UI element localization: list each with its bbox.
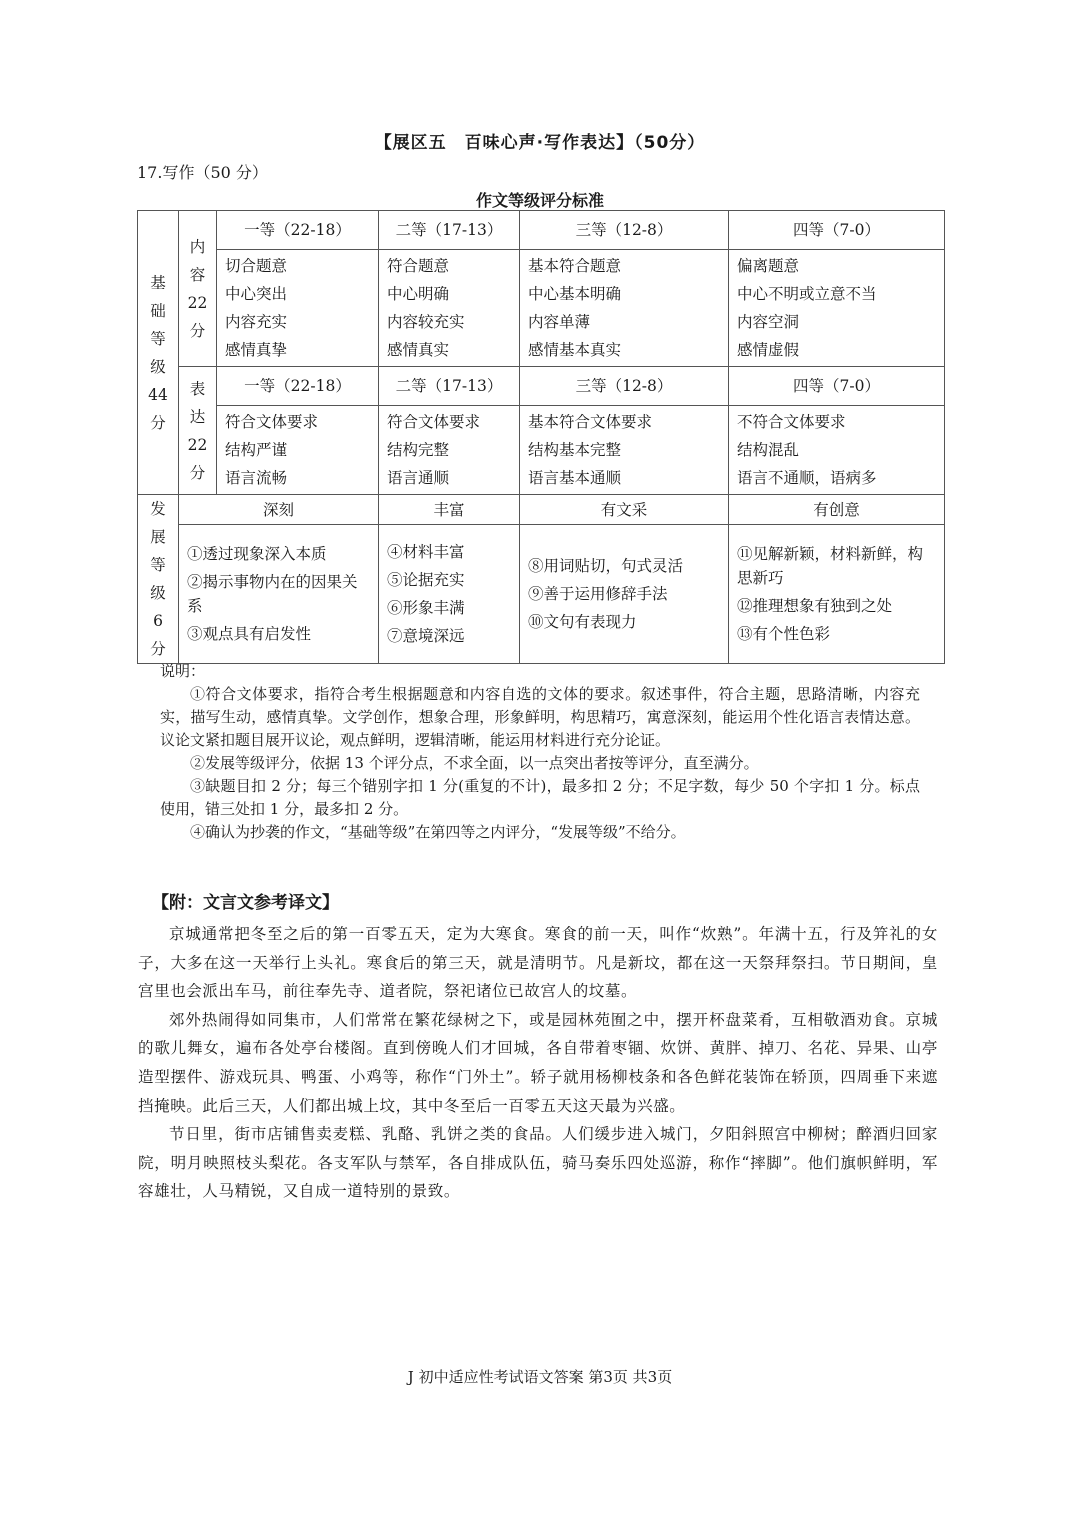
appendix-body [138,920,938,1206]
question-title: 17.写作（50 分） [137,163,268,182]
expression-cell: 不符合文体要求 结构混乱 语言不通顺，语病多 [729,406,945,495]
grade-header: 一等（22-18） [217,211,379,250]
content-cell: 基本符合题意 中心基本明确 内容单薄 感情基本真实 [520,250,729,367]
note-item: ①符合文体要求，指符合考生根据题意和内容自选的文体的要求。叙述事件，符合主题，思路清晰，内容充实，描写生动，感情真挚。文学创作，想象合理，形象鲜明，构思精巧，寓意深刻，能运用个性化语言表情达意。议论文紧扣题目展开议论，观点鲜明，逻辑清晰，能运用材料进行充分论证。 [160,685,920,749]
note-item: ③缺题目扣 2 分；每三个错别字扣 1 分(重复的不计)，最多扣 2 分；不足字数，每少 50 个字扣 1 分。标点使用，错三处扣 1 分，最多扣 2 分。 [160,777,920,818]
notes-title: 说明： [160,662,206,680]
appendix-heading: 【附：文言文参考译文】 [152,893,339,913]
appendix-paragraph: 节日里，街市店铺售卖麦糕、乳酪、乳饼之类的食品。人们缓步进入城门，夕阳斜照宫中柳树；醉酒归回家院，明月映照枝头梨花。各支军队与禁军，各自排成队伍，骑马奏乐四处巡游，称作“摔脚”。他们旗帜鲜明，军容雄壮，人马精锐，又自成一道特别的景致。 [138,1125,938,1201]
note-item: ②发展等级评分，依据 13 个评分点，不求全面，以一点突出者按等评分，直至满分。 [190,754,759,772]
dev-cell: ⑪见解新颖，材料新鲜，构思新巧 ⑫推理想象有独到之处 ⑬有个性色彩 [729,525,945,664]
table-caption: 作文等级评分标准 [475,191,604,210]
dev-cell: ⑧用词贴切，句式灵活 ⑨善于运用修辞手法 ⑩文句有表现力 [520,525,729,664]
dev-header: 有文采 [520,495,729,525]
section-heading: 【展区五 百味心声·写作表达】（50分） [374,133,706,153]
dev-header: 丰富 [379,495,520,525]
note-item: ④确认为抄袭的作文，“基础等级”在第四等之内评分，“发展等级”不给分。 [190,823,686,841]
development-level-label: 发 展 等 级 6 分 [138,495,179,664]
notes [160,660,920,844]
grade-header: 四等（7-0） [729,367,945,406]
dev-cell: ④材料丰富 ⑤论据充实 ⑥形象丰满 ⑦意境深远 [379,525,520,664]
page-footer: J 初中适应性考试语文答案 第3页 共3页 [407,1368,673,1386]
grade-header: 一等（22-18） [217,367,379,406]
content-cell: 切合题意 中心突出 内容充实 感情真挚 [217,250,379,367]
grade-header: 三等（12-8） [520,211,729,250]
expression-cell: 基本符合文体要求 结构基本完整 语言基本通顺 [520,406,729,495]
expression-cell: 符合文体要求 结构完整 语言通顺 [379,406,520,495]
expression-label: 表 达 22 分 [179,367,217,495]
grading-table [137,210,945,664]
dev-header: 深刻 [179,495,379,525]
basic-level-label: 基 础 等 级 44 分 [138,211,179,495]
appendix-paragraph: 郊外热闹得如同集市，人们常常在繁花绿树之下，或是园林苑囿之中，摆开杯盘菜肴，互相敬酒劝食。京城的歌儿舞女，遍布各处亭台楼阁。直到傍晚人们才回城，各自带着枣锢、炊饼、黄胖、掉刀、名花、异果、山亭造型摆件、游戏玩具、鸭蛋、小鸡等，称作“门外土”。轿子就用杨柳枝条和各色鲜花装饰在轿顶，四周垂下来遮挡掩映。此后三天，人们都出城上坟，其中冬至后一百零五天这天最为兴盛。 [138,1010,938,1115]
content-cell: 偏离题意 中心不明或立意不当 内容空洞 感情虚假 [729,250,945,367]
grade-header: 四等（7-0） [729,211,945,250]
appendix-paragraph: 京城通常把冬至之后的第一百零五天，定为大寒食。寒食的前一天，叫作“炊熟”。年满十五，行及笄礼的女子，大多在这一天举行上头礼。寒食后的第三天，就是清明节。凡是新坟，都在这一天祭拜祭扫。节日期间，皇宫里也会派出车马，前往奉先寺、道者院，祭祀诸位已故宫人的坟墓。 [138,925,938,1001]
dev-header: 有创意 [729,495,945,525]
expression-cell: 符合文体要求 结构严谨 语言流畅 [217,406,379,495]
grade-header: 二等（17-13） [379,367,520,406]
grade-header: 二等（17-13） [379,211,520,250]
grade-header: 三等（12-8） [520,367,729,406]
content-label: 内 容 22 分 [179,211,217,367]
dev-cell: ①透过现象深入本质 ②揭示事物内在的因果关系 ③观点具有启发性 [179,525,379,664]
content-cell: 符合题意 中心明确 内容较充实 感情真实 [379,250,520,367]
